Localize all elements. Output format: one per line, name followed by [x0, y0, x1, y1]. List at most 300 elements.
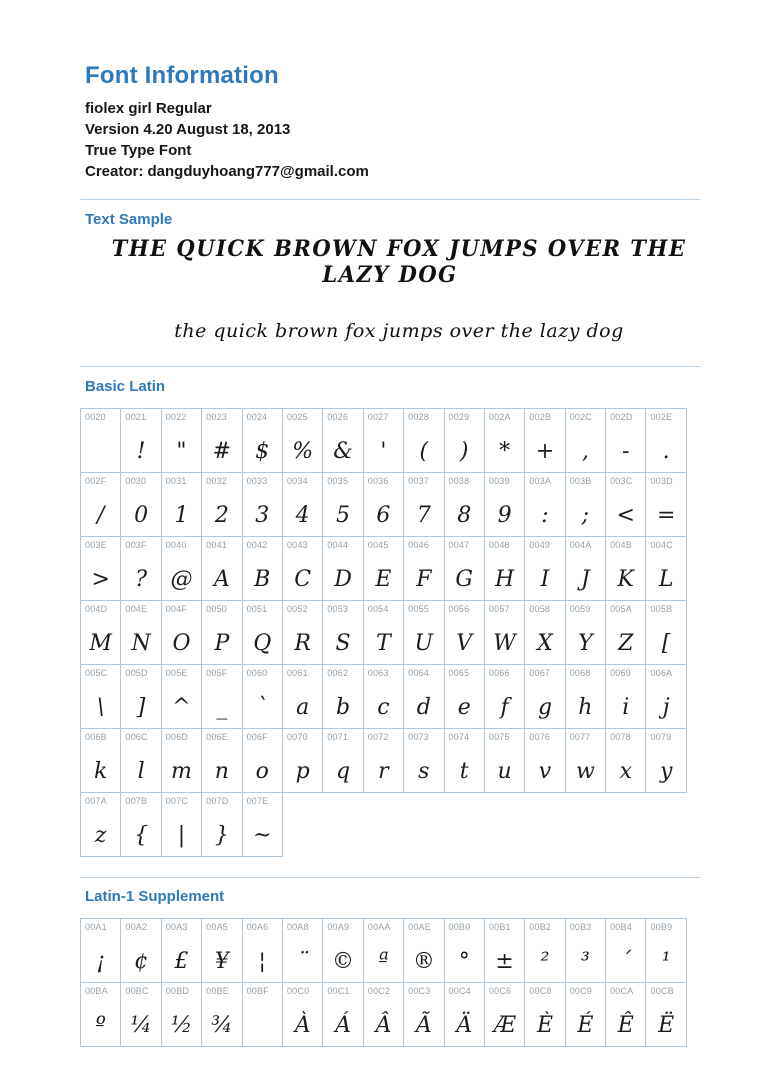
codepoint-label: 0044: [327, 540, 349, 550]
codepoint-label: 0032: [206, 476, 227, 486]
glyph-char: Z: [618, 631, 634, 656]
glyph-char: ¡: [96, 949, 106, 974]
glyph-cell-0036: [363, 472, 404, 537]
codepoint-label: 0077: [569, 732, 591, 742]
glyph-char: 6: [376, 503, 391, 528]
codepoint-label: 002E: [650, 412, 673, 422]
glyph-char: #: [212, 439, 232, 464]
glyph-cell-0039: [484, 472, 525, 537]
codepoint-label: 0025: [286, 412, 308, 422]
glyph-cell-00A1: [80, 918, 121, 983]
glyph-char: Ê: [617, 1013, 634, 1038]
codepoint-label: 0072: [367, 732, 389, 742]
codepoint-label: 00C1: [327, 986, 350, 996]
glyph-cell-00C1: [322, 982, 363, 1047]
glyph-cell-0031: [161, 472, 202, 537]
codepoint-label: 006D: [165, 732, 189, 742]
glyph-char: K: [617, 567, 634, 592]
glyph-cell-0042: [242, 536, 283, 601]
codepoint-label: 003D: [650, 476, 673, 486]
codepoint-label: 003A: [529, 476, 552, 486]
codepoint-label: 00B1: [488, 922, 511, 932]
codepoint-label: 002A: [488, 412, 511, 422]
glyph-cell-0066: [484, 664, 525, 729]
glyph-cell-00CB: [645, 982, 686, 1047]
codepoint-label: 002B: [529, 412, 552, 422]
glyph-cell-0030: [120, 472, 161, 537]
glyph-cell-004A: [565, 536, 606, 601]
codepoint-label: 00CB: [650, 986, 674, 996]
glyph-cell-0028: [403, 408, 444, 473]
codepoint-label: 00A3: [165, 922, 188, 932]
codepoint-label: 00AA: [367, 922, 391, 932]
glyph-cell-00BF: [242, 982, 283, 1047]
font-type: True Type Font: [85, 142, 192, 159]
glyph-char: I: [540, 567, 550, 592]
glyph-cell-00B2: [524, 918, 565, 983]
glyph-char: ;: [581, 503, 590, 528]
codepoint-label: 0062: [327, 668, 349, 678]
codepoint-label: 0031: [165, 476, 187, 486]
codepoint-label: 0070: [286, 732, 308, 742]
codepoint-label: 00BE: [206, 986, 229, 996]
codepoint-label: 0061: [286, 668, 308, 678]
codepoint-label: 00C4: [448, 986, 471, 996]
glyph-cell-00C6: [484, 982, 525, 1047]
glyph-char: 5: [336, 503, 351, 528]
glyph-cell-0064: [403, 664, 444, 729]
glyph-char: l: [137, 759, 145, 784]
codepoint-label: 005A: [610, 604, 632, 614]
glyph-char: P: [214, 631, 230, 656]
glyph-char: Â: [375, 1013, 392, 1038]
codepoint-label: 0046: [408, 540, 429, 550]
glyph-cell-0070: [282, 728, 323, 793]
glyph-char: °: [458, 949, 470, 974]
glyph-cell-00BC: [120, 982, 161, 1047]
glyph-char: D: [334, 567, 352, 592]
codepoint-label: 0022: [165, 412, 187, 422]
codepoint-label: 0027: [367, 412, 389, 422]
glyph-row: [80, 600, 701, 664]
glyph-char: ": [176, 439, 187, 464]
codepoint-label: 0064: [408, 668, 429, 678]
glyph-char: À: [294, 1013, 311, 1038]
glyph-cell-0024: [242, 408, 283, 473]
section-divider: [80, 199, 700, 200]
codepoint-label: 0024: [246, 412, 268, 422]
latin1-supplement-heading: Latin-1 Supplement: [85, 888, 225, 905]
glyph-cell-005F: [201, 664, 242, 729]
glyph-char: g: [537, 695, 553, 720]
codepoint-label: 0053: [327, 604, 349, 614]
codepoint-label: 004A: [569, 540, 592, 550]
glyph-char: ~: [253, 823, 272, 848]
codepoint-label: 007E: [246, 796, 269, 806]
glyph-char: N: [131, 631, 151, 656]
glyph-char: £: [174, 949, 189, 974]
glyph-char: m: [171, 759, 192, 784]
glyph-row: [80, 472, 701, 536]
glyph-char: O: [172, 631, 191, 656]
glyph-cell-003A: [524, 472, 565, 537]
codepoint-label: 00BD: [165, 986, 190, 996]
codepoint-label: 0055: [408, 604, 429, 614]
codepoint-label: 0042: [246, 540, 268, 550]
glyph-char: ½: [170, 1013, 193, 1038]
glyph-char: J: [580, 567, 590, 592]
codepoint-label: 003C: [610, 476, 633, 486]
glyph-cell-006C: [120, 728, 161, 793]
glyph-cell-0047: [444, 536, 485, 601]
glyph-char: n: [214, 759, 229, 784]
codepoint-label: 003F: [125, 540, 147, 550]
glyph-char: c: [377, 695, 390, 720]
codepoint-label: 0041: [206, 540, 227, 550]
codepoint-label: 002D: [610, 412, 633, 422]
codepoint-label: 0074: [448, 732, 470, 742]
glyph-char: `: [256, 695, 268, 720]
glyph-char: Q: [253, 631, 272, 656]
glyph-char: /: [96, 503, 105, 528]
glyph-cell-002B: [524, 408, 565, 473]
codepoint-label: 0043: [286, 540, 308, 550]
codepoint-label: 006C: [125, 732, 148, 742]
glyph-cell-002D: [605, 408, 646, 473]
glyph-cell-00B4: [605, 918, 646, 983]
glyph-char: b: [335, 695, 351, 720]
glyph-cell-0056: [444, 600, 485, 665]
codepoint-label: 0060: [246, 668, 268, 678]
glyph-cell-0073: [403, 728, 444, 793]
glyph-cell-00BD: [161, 982, 202, 1047]
codepoint-label: 0021: [125, 412, 147, 422]
glyph-cell-006A: [645, 664, 686, 729]
glyph-char: Ë: [658, 1013, 675, 1038]
glyph-cell-0059: [565, 600, 606, 665]
glyph-char: f: [500, 695, 509, 720]
codepoint-label: 0057: [488, 604, 510, 614]
codepoint-label: 0028: [408, 412, 429, 422]
glyph-cell-00C4: [444, 982, 485, 1047]
codepoint-label: 0033: [246, 476, 268, 486]
glyph-char: Ä: [456, 1013, 473, 1038]
codepoint-label: 006B: [85, 732, 107, 742]
glyph-cell-0050: [201, 600, 242, 665]
glyph-char: ¢: [134, 949, 149, 974]
glyph-char: ²: [540, 949, 550, 974]
glyph-cell-00B1: [484, 918, 525, 983]
glyph-cell-0048: [484, 536, 525, 601]
codepoint-label: 0029: [448, 412, 470, 422]
glyph-cell-00C8: [524, 982, 565, 1047]
glyph-char: 1: [174, 503, 189, 528]
glyph-cell-00A5: [201, 918, 242, 983]
glyph-char: A: [213, 567, 230, 592]
codepoint-label: 004B: [610, 540, 632, 550]
codepoint-label: 00A6: [246, 922, 269, 932]
glyph-char: ¥: [214, 949, 229, 974]
glyph-char: U: [414, 631, 434, 656]
codepoint-label: 0045: [367, 540, 389, 550]
glyph-cell-003F: [120, 536, 161, 601]
codepoint-label: 003B: [569, 476, 592, 486]
codepoint-label: 00BF: [246, 986, 269, 996]
glyph-cell-007B: [120, 792, 161, 857]
glyph-cell-0069: [605, 664, 646, 729]
codepoint-label: 007A: [85, 796, 107, 806]
glyph-cell-003B: [565, 472, 606, 537]
codepoint-label: 0078: [610, 732, 631, 742]
codepoint-label: 0051: [246, 604, 268, 614]
glyph-char: ]: [136, 695, 146, 720]
glyph-cell-0065: [444, 664, 485, 729]
codepoint-label: 00A9: [327, 922, 350, 932]
glyph-char: !: [136, 439, 146, 464]
glyph-char: =: [656, 503, 676, 528]
glyph-char: &: [333, 439, 353, 464]
glyph-char: .: [662, 439, 670, 464]
glyph-char: ): [459, 439, 469, 464]
codepoint-label: 00BA: [85, 986, 108, 996]
glyph-cell-00A8: [282, 918, 323, 983]
codepoint-label: 00C9: [569, 986, 593, 996]
codepoint-label: 00A8: [286, 922, 309, 932]
glyph-cell-004E: [120, 600, 161, 665]
codepoint-label: 007B: [125, 796, 148, 806]
glyph-char: 8: [457, 503, 472, 528]
glyph-char: 3: [255, 503, 270, 528]
glyph-char: ': [380, 439, 387, 464]
glyph-cell-0062: [322, 664, 363, 729]
glyph-cell-00C2: [363, 982, 404, 1047]
glyph-char: C: [294, 567, 312, 592]
glyph-cell-0040: [161, 536, 202, 601]
glyph-cell-0061: [282, 664, 323, 729]
font-name: fiolex girl Regular: [85, 100, 212, 117]
glyph-cell-005A: [605, 600, 646, 665]
glyph-char: E: [375, 567, 392, 592]
glyph-row: [80, 536, 701, 600]
glyph-cell-0029: [444, 408, 485, 473]
glyph-cell-006E: [201, 728, 242, 793]
codepoint-label: 0038: [448, 476, 470, 486]
glyph-cell-007C: [161, 792, 202, 857]
glyph-cell-0076: [524, 728, 565, 793]
glyph-char: 7: [416, 503, 431, 528]
glyph-row: [80, 664, 701, 728]
glyph-char: h: [578, 695, 593, 720]
glyph-char: ®: [412, 949, 435, 974]
glyph-cell-0051: [242, 600, 283, 665]
glyph-cell-0077: [565, 728, 606, 793]
glyph-cell-0020: [80, 408, 121, 473]
glyph-char: ¨: [297, 949, 309, 974]
codepoint-label: 0058: [529, 604, 551, 614]
section-divider: [80, 877, 700, 878]
glyph-cell-0071: [322, 728, 363, 793]
glyph-cell-004F: [161, 600, 202, 665]
glyph-cell-006F: [242, 728, 283, 793]
glyph-cell-0053: [322, 600, 363, 665]
glyph-cell-0060: [242, 664, 283, 729]
glyph-cell-007E: [242, 792, 283, 857]
glyph-cell-00A2: [120, 918, 161, 983]
glyph-cell-0038: [444, 472, 485, 537]
codepoint-label: 00A5: [206, 922, 228, 932]
glyph-char: ³: [580, 949, 590, 974]
codepoint-label: 0037: [408, 476, 429, 486]
glyph-char: y: [659, 759, 673, 784]
glyph-cell-003D: [645, 472, 686, 537]
codepoint-label: 00BC: [125, 986, 149, 996]
glyph-cell-0025: [282, 408, 323, 473]
glyph-char: d: [416, 695, 431, 720]
codepoint-label: 006F: [246, 732, 268, 742]
glyph-cell-00B9: [645, 918, 686, 983]
glyph-char: ±: [495, 949, 514, 974]
codepoint-label: 005B: [650, 604, 673, 614]
glyph-cell-00B3: [565, 918, 606, 983]
glyph-char: -: [622, 439, 630, 464]
glyph-char: o: [255, 759, 269, 784]
glyph-cell-0052: [282, 600, 323, 665]
glyph-cell-0044: [322, 536, 363, 601]
glyph-cell-0063: [363, 664, 404, 729]
codepoint-label: 006A: [650, 668, 673, 678]
glyph-cell-0021: [120, 408, 161, 473]
codepoint-label: 00C6: [488, 986, 512, 996]
codepoint-label: 0059: [569, 604, 591, 614]
glyph-char: Á: [335, 1013, 351, 1038]
glyph-char: Ã: [415, 1013, 432, 1038]
glyph-cell-0043: [282, 536, 323, 601]
glyph-char: ,: [581, 439, 589, 464]
codepoint-label: 0054: [367, 604, 389, 614]
glyph-cell-003C: [605, 472, 646, 537]
glyph-char: H: [495, 567, 515, 592]
codepoint-label: 0034: [286, 476, 308, 486]
codepoint-label: 0067: [529, 668, 551, 678]
glyph-cell-0057: [484, 600, 525, 665]
glyph-cell-006B: [80, 728, 121, 793]
glyph-char: i: [622, 695, 630, 720]
glyph-cell-0041: [201, 536, 242, 601]
glyph-cell-002F: [80, 472, 121, 537]
codepoint-label: 007D: [206, 796, 229, 806]
codepoint-label: 00B4: [610, 922, 632, 932]
codepoint-label: 00AE: [408, 922, 431, 932]
glyph-char: B: [254, 567, 271, 592]
glyph-char: ª: [378, 949, 389, 974]
glyph-char: |: [177, 823, 186, 848]
glyph-cell-0026: [322, 408, 363, 473]
basic-latin-table: [80, 408, 701, 856]
glyph-cell-00B0: [444, 918, 485, 983]
glyph-char: º: [95, 1013, 106, 1038]
glyph-char: T: [376, 631, 391, 656]
glyph-row: [80, 728, 701, 792]
codepoint-label: 002F: [85, 476, 107, 486]
text-sample-heading: Text Sample: [85, 211, 173, 228]
glyph-cell-0079: [645, 728, 686, 793]
glyph-cell-0054: [363, 600, 404, 665]
glyph-cell-005E: [161, 664, 202, 729]
codepoint-label: 0030: [125, 476, 147, 486]
glyph-char: q: [335, 759, 351, 784]
uppercase-sample-text: THE QUICK BROWN FOX JUMPS OVER THE LAZY DOG: [111, 234, 687, 288]
glyph-char: 0: [134, 503, 149, 528]
glyph-char: <: [616, 503, 635, 528]
codepoint-label: 002C: [569, 412, 593, 422]
glyph-char: [: [661, 631, 671, 656]
glyph-char: ^: [172, 695, 191, 720]
glyph-row: [80, 918, 701, 982]
codepoint-label: 0047: [448, 540, 470, 550]
codepoint-label: 0035: [327, 476, 349, 486]
glyph-char: ¼: [130, 1013, 152, 1038]
codepoint-label: 00C8: [529, 986, 552, 996]
glyph-char: r: [378, 759, 389, 784]
glyph-char: \: [96, 695, 105, 720]
codepoint-label: 0049: [529, 540, 551, 550]
codepoint-label: 0026: [327, 412, 349, 422]
glyph-char: :: [541, 503, 549, 528]
glyph-char: G: [455, 567, 473, 592]
codepoint-label: 0036: [367, 476, 389, 486]
glyph-cell-007A: [80, 792, 121, 857]
codepoint-label: 005C: [85, 668, 108, 678]
codepoint-label: 004C: [650, 540, 673, 550]
codepoint-label: 005D: [125, 668, 148, 678]
font-creator: Creator: dangduyhoang777@gmail.com: [85, 163, 369, 180]
codepoint-label: 0020: [85, 412, 106, 422]
glyph-cell-002C: [565, 408, 606, 473]
glyph-cell-00A6: [242, 918, 283, 983]
codepoint-label: 00C2: [367, 986, 391, 996]
glyph-row: [80, 408, 701, 472]
glyph-char: ´: [620, 949, 632, 974]
page-title: Font Information: [85, 62, 279, 89]
glyph-char: $: [255, 439, 270, 464]
glyph-char: (: [419, 439, 429, 464]
glyph-cell-00CA: [605, 982, 646, 1047]
glyph-char: V: [456, 631, 473, 656]
glyph-char: 9: [497, 503, 512, 528]
glyph-cell-0035: [322, 472, 363, 537]
codepoint-label: 00A2: [125, 922, 148, 932]
codepoint-label: 0075: [488, 732, 510, 742]
glyph-cell-0023: [201, 408, 242, 473]
glyph-char: t: [459, 759, 469, 784]
glyph-char: Æ: [493, 1013, 516, 1038]
glyph-cell-006D: [161, 728, 202, 793]
codepoint-label: 00B3: [569, 922, 592, 932]
glyph-char: z: [94, 823, 107, 848]
glyph-char: _: [216, 695, 228, 720]
codepoint-label: 0052: [286, 604, 308, 614]
glyph-cell-0075: [484, 728, 525, 793]
glyph-char: x: [619, 759, 632, 784]
codepoint-label: 0040: [165, 540, 187, 550]
glyph-char: +: [535, 439, 555, 464]
codepoint-label: 00B2: [529, 922, 552, 932]
glyph-cell-00C3: [403, 982, 444, 1047]
codepoint-label: 0039: [488, 476, 510, 486]
codepoint-label: 0079: [650, 732, 672, 742]
glyph-row: [80, 792, 701, 856]
glyph-cell-0078: [605, 728, 646, 793]
